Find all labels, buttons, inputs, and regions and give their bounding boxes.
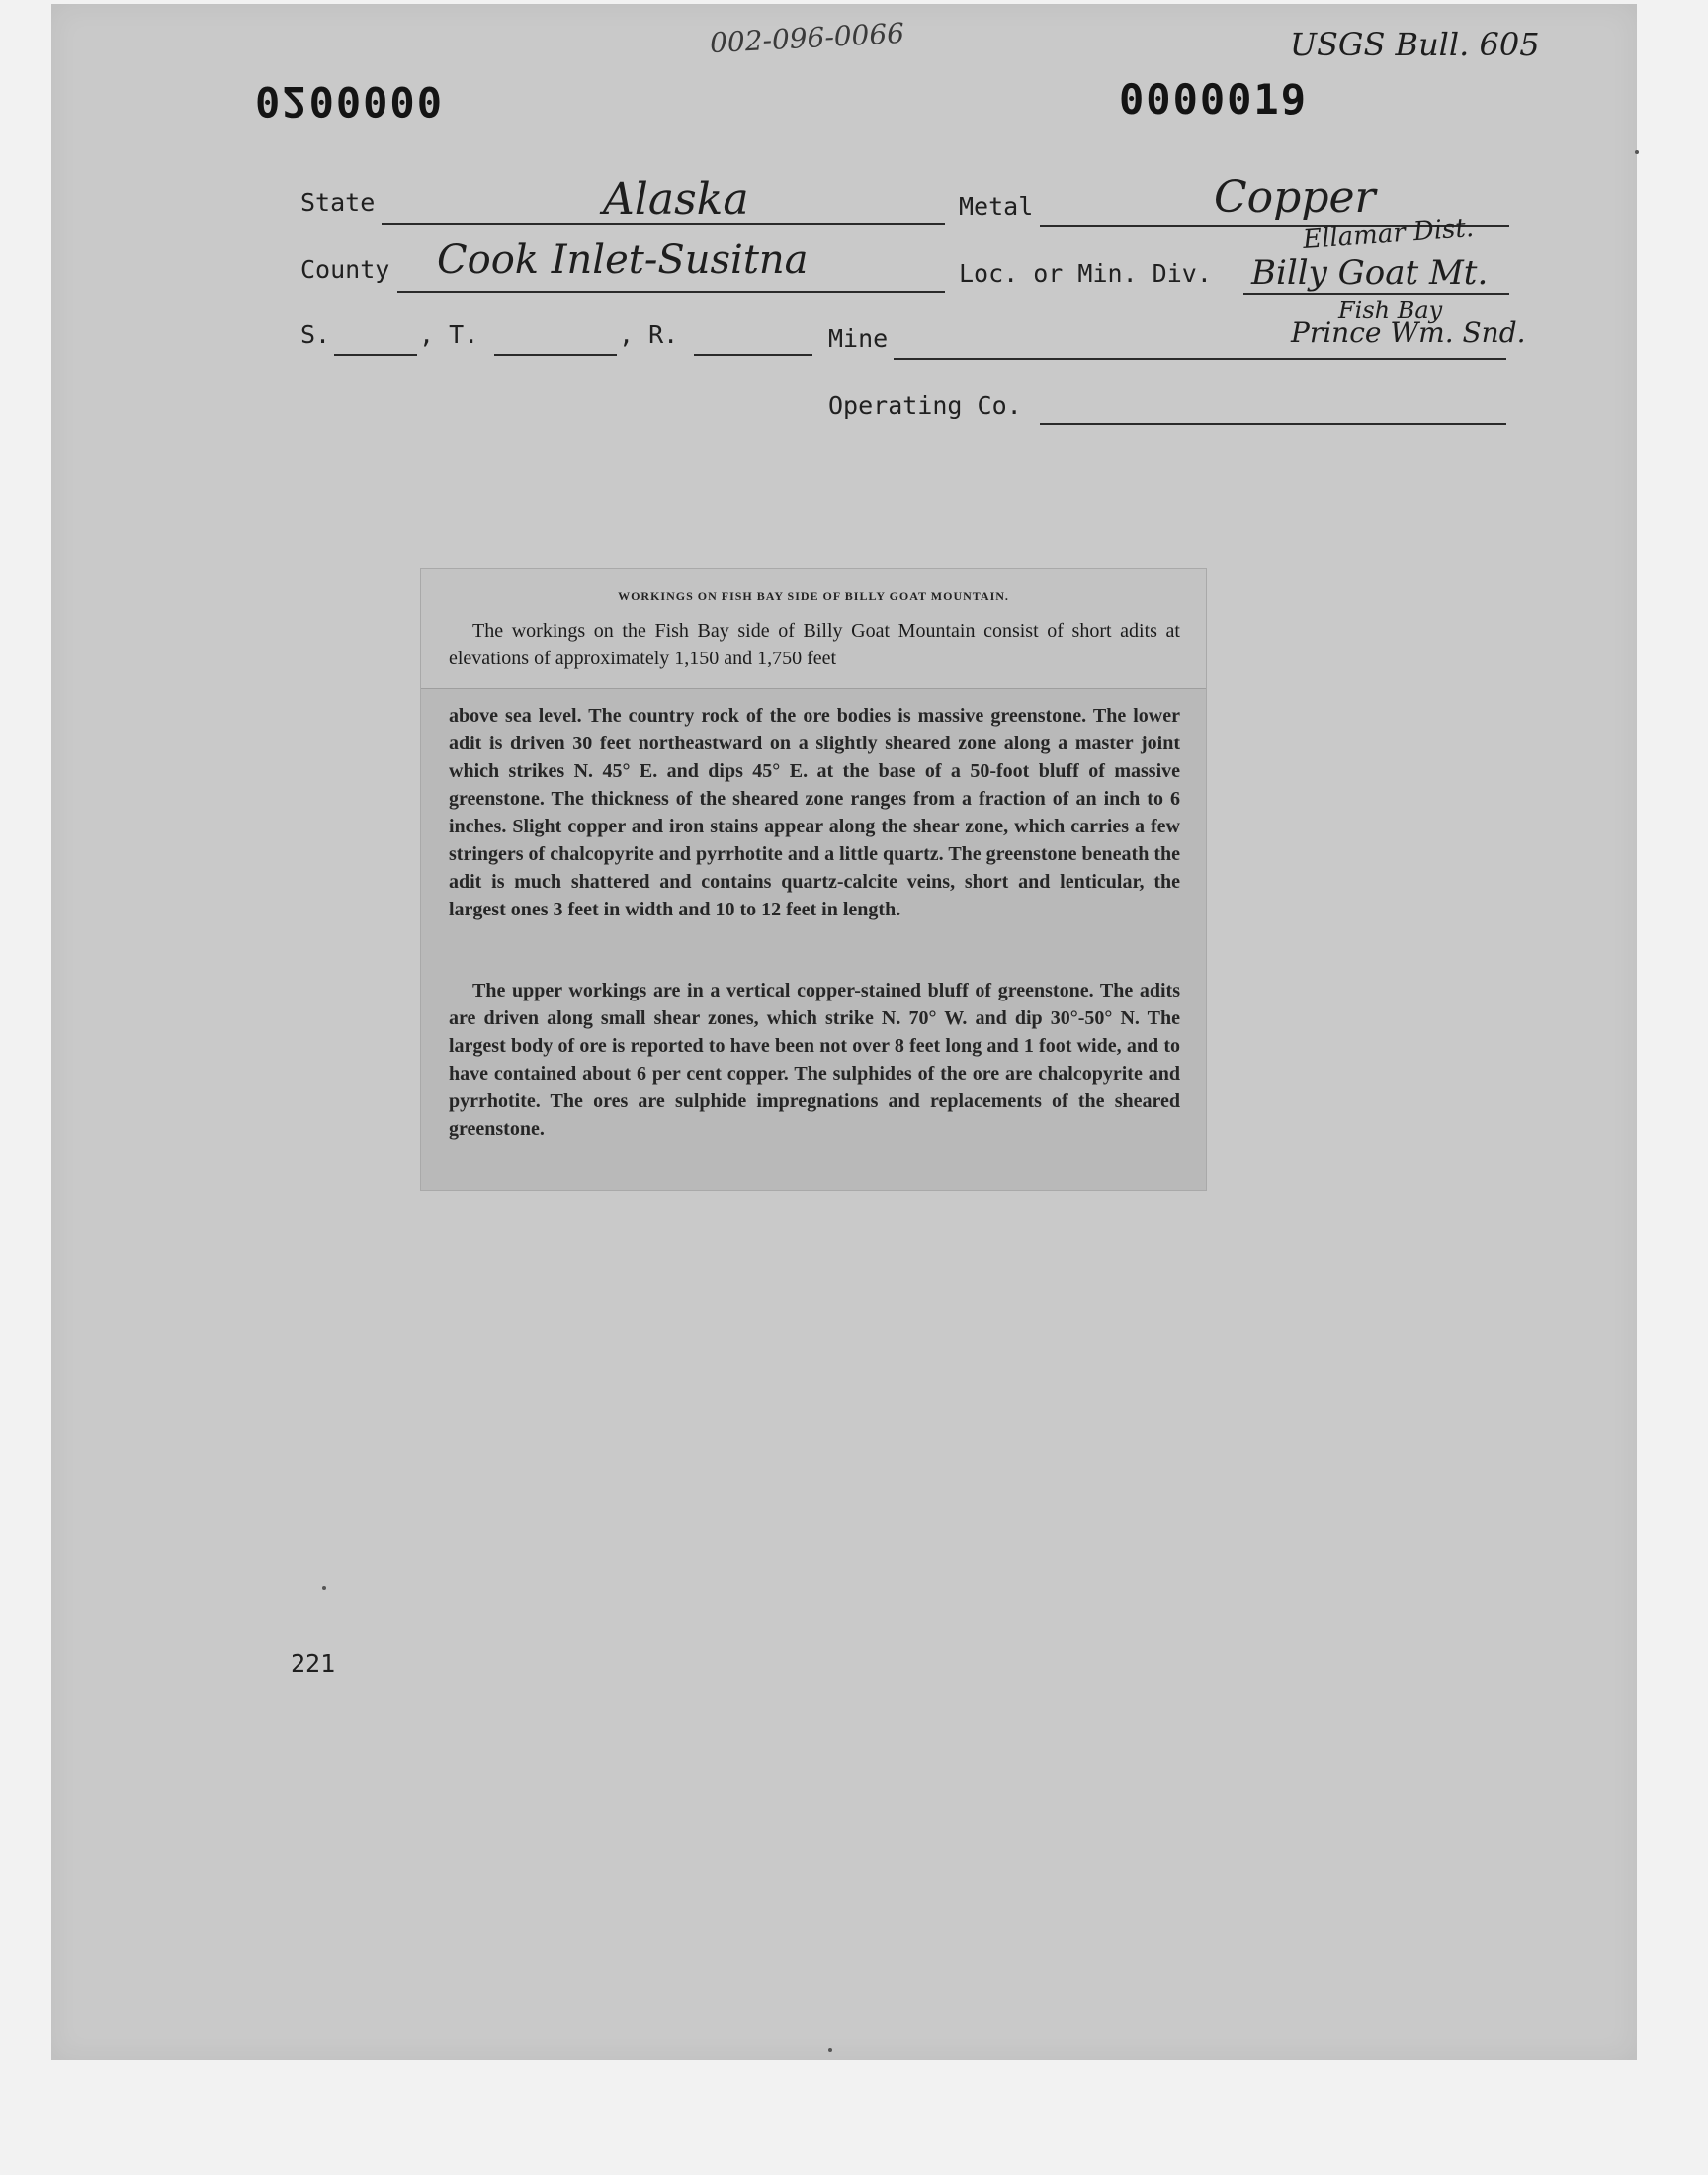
location-note-sound: Prince Wm. Snd. — [1291, 316, 1526, 349]
county-label: County — [300, 255, 390, 284]
stamp-number-right: 0000019 — [1119, 75, 1309, 124]
state-label: State — [300, 188, 376, 217]
metal-value: Copper — [1214, 172, 1376, 222]
township-line — [494, 354, 617, 356]
clipping-paragraph-1-start: The workings on the Fish Bay side of Billy Goat Mountain consist of short adits at elevations of approximately 1,150 and 1,750 feet — [449, 620, 1180, 669]
range-label: , R. — [619, 320, 679, 349]
location-label: Loc. or Min. Div. — [959, 259, 1212, 288]
clipping-paragraph-1-continued: above sea level. The country rock of the ore bodies is massive greenstone. The lower adit is driven 30 feet northeastward on a slightly sheared zone along a master joint which strikes N. 45° E. and dips 45° E. at the base of a 50-foot bluff of massive greenstone. The thickness of the sheared zone ranges from a fraction of an inch to 6 inches. Slight copper and iron stains appear along the shear zone, which carries a few stringers of chalcopyrite and pyrrhotite and a little quartz. The greenstone beneath the adit is much shattered and contains quartz-calcite veins, short and lenticular, the largest ones 3 feet in width and 10 to 12 feet in length. — [449, 705, 1180, 920]
county-line — [397, 291, 945, 293]
section-line — [334, 354, 417, 356]
location-value: Billy Goat Mt. — [1251, 253, 1489, 293]
location-note-bay: Fish Bay — [1338, 297, 1443, 324]
operating-company-line — [1040, 423, 1506, 425]
handwritten-file-number: 002-096-0066 — [709, 16, 905, 60]
stamp-number-left: 0200000 — [255, 77, 445, 126]
county-value: Cook Inlet-Susitna — [437, 237, 809, 283]
township-label: , T. — [419, 320, 479, 349]
state-value: Alaska — [603, 174, 749, 224]
clipping-title: WORKINGS ON FISH BAY SIDE OF BILLY GOAT MOUNTAIN. — [618, 589, 1009, 603]
operating-company-label: Operating Co. — [828, 392, 1022, 420]
usgs-reference: USGS Bull. 605 — [1290, 26, 1540, 63]
location-line — [1243, 293, 1509, 295]
metal-label: Metal — [959, 192, 1034, 220]
paper-speck — [828, 2048, 832, 2052]
section-label: S. — [300, 320, 331, 349]
mine-label: Mine — [828, 324, 889, 353]
pasted-text-clipping — [420, 568, 1207, 1191]
page-number: 221 — [291, 1649, 336, 1678]
location-note-district: Ellamar Dist. — [1302, 213, 1476, 256]
clipping-paragraph-2: The upper workings are in a vertical copper-stained bluff of greenstone. The adits are driven along small shear zones, which strike N. 70° W. and dip 30°-50° N. The largest body of ore is reported to have been not over 8 feet long and 1 foot wide, and to have contained about 6 per cent copper. The sulphides of the ore are chalcopyrite and pyrrhotite. The ores are sulphide impregnations and replacements of the sheared greenstone. — [449, 980, 1180, 1140]
paper-speck — [322, 1586, 326, 1590]
mine-line — [894, 358, 1506, 360]
paper-speck — [1635, 150, 1639, 154]
range-line — [694, 354, 812, 356]
